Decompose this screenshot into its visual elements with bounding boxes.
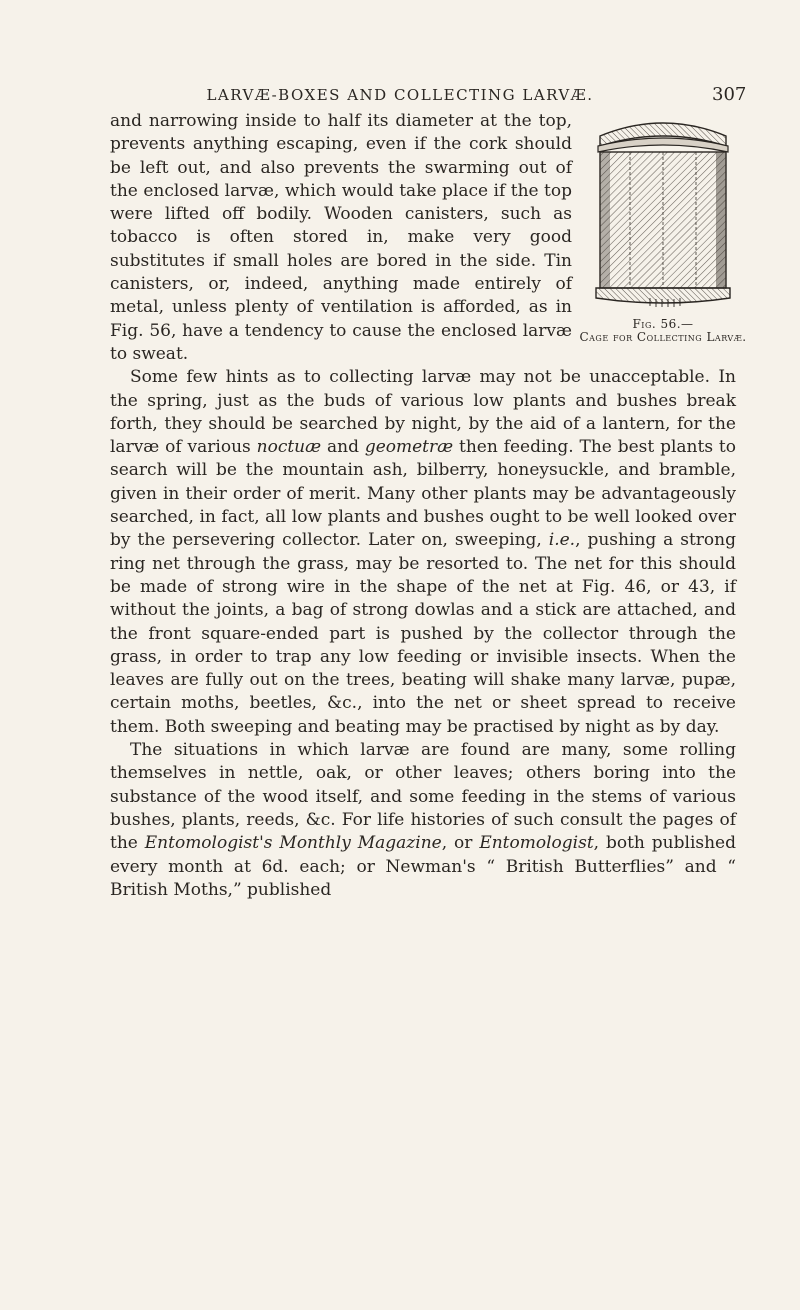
journal-title-entomologist: Entomologist: [479, 833, 594, 854]
figure-label: Fig. 56.—: [632, 317, 694, 331]
paragraph-3-text-a: The situations in which larvæ are found are many, some rolling themselves in nettle, oak, or other leaves; others boring into the substance of the wood itself, and some feeding in the stems of various bushes, plants, reeds, &c. For life histories of such consult the pages of the: [110, 740, 736, 854]
paragraph-3-text-b: , or: [441, 833, 480, 854]
paragraph-1-text: and narrowing inside to half its diameter at the top, prevents anything escaping, even if the cork should be left out, and also prevents the swarming out of the enclosed larvæ, which would take place if the top were lifted off bodily. Wooden canisters, such as tobacco is often stored in, make very good substitutes if small holes are bored in the side. Tin canisters, or, indeed, anything made entirely of metal, unless plenty of ventilation is afforded, as in Fig. 56, have a tendency to cause the enclosed larvæ to sweat.: [110, 111, 572, 364]
paragraph-2-text-b: and: [321, 437, 365, 458]
term-ie: i.e.: [548, 530, 576, 551]
paragraph-2-text-c: then feeding. The best plants to search will be the mountain ash, bilberry, honeysuckle, and bramble, given in their order of merit. Many other plants may be advantageously searched, in fact, all low plants and bushes ought to be well looked over by the persevering collector. Later on, sweeping,: [110, 437, 736, 551]
running-title: LARVÆ-BOXES AND COLLECTING LARVÆ.: [206, 86, 594, 104]
paragraph-3-text-c: , both published every month at 6d. each; or Newman's “ British Butterflies” and “ British Moths,” published: [110, 833, 737, 900]
page-number: 307: [712, 84, 747, 105]
figure-caption: [578, 318, 748, 344]
journal-title-monthly-magazine: Entomologist's Monthly Magazine: [144, 833, 442, 854]
paragraph-2-text-d: , pushing a strong ring net through the grass, may be resorted to. The net for this should be made of strong wire in the shape of the net at Fig. 46, or 43, if without the joints, a bag of strong dowlas and a stick are attached, and the front square-ended part is pushed by the collector through the grass, in order to trap any low feeding or invisible insects. When the leaves are fully out on the trees, beating will shake many larvæ, pupæ, certain moths, beetles, &c., into the net or sheet spread to receive them. Both sweeping and beating may be practised by night as by day.: [110, 530, 736, 737]
paragraph-2-text-a: Some few hints as to collecting larvæ may not be unacceptable. In the spring, just as the buds of various low plants and bushes break forth, they should be searched by night, by the aid of a lantern, for the larvæ of various: [110, 367, 736, 458]
figure-56: [578, 116, 748, 344]
paragraph-3: [110, 739, 736, 902]
term-geometrae: geometræ: [364, 437, 454, 458]
figure-title: Cage for Collecting Larvæ.: [579, 330, 747, 344]
larvae-cage-illustration-icon: [590, 116, 736, 312]
body-text: [110, 110, 747, 902]
term-noctuae: noctuæ: [256, 437, 322, 458]
paragraph-2: [110, 366, 736, 739]
